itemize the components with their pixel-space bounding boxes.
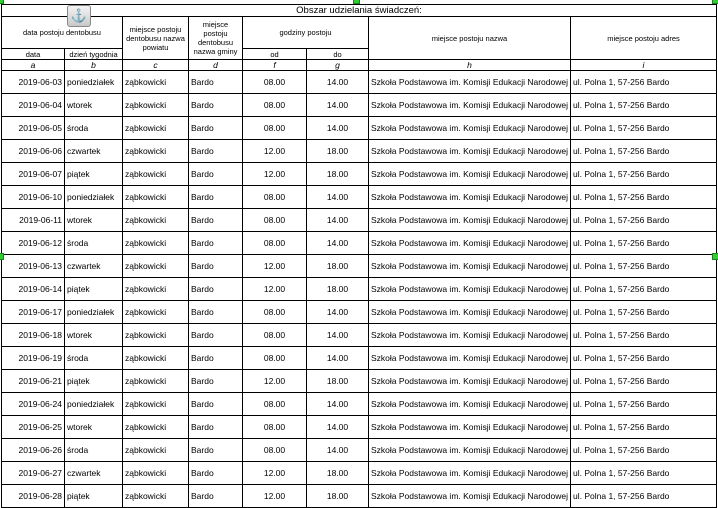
time-from-cell[interactable]: 08.00 xyxy=(243,71,307,94)
time-to-cell[interactable]: 18.00 xyxy=(307,255,369,278)
time-to-cell[interactable]: 14.00 xyxy=(307,416,369,439)
powiat-cell[interactable]: ząbkowicki xyxy=(123,416,189,439)
table-row xyxy=(2,347,717,370)
time-from-cell[interactable]: 12.00 xyxy=(243,462,307,485)
date-cell[interactable]: 2019-06-28 xyxy=(2,485,65,508)
header-data-postoju[interactable]: data postoju dentobusu xyxy=(2,17,123,49)
address-cell[interactable]: ul. Polna 1, 57-256 Bardo xyxy=(571,462,717,485)
date-cell[interactable]: 2019-06-14 xyxy=(2,278,65,301)
day-cell[interactable]: poniedziałek xyxy=(65,301,123,324)
gmina-cell[interactable]: Bardo xyxy=(189,232,243,255)
place-name-cell[interactable]: Szkoła Podstawowa im. Komisji Edukacji Narodowej xyxy=(369,278,571,301)
table-row xyxy=(2,163,717,186)
day-cell[interactable]: wtorek xyxy=(65,324,123,347)
powiat-cell[interactable]: ząbkowicki xyxy=(123,485,189,508)
address-cell[interactable]: ul. Polna 1, 57-256 Bardo xyxy=(571,232,717,255)
powiat-cell[interactable]: ząbkowicki xyxy=(123,370,189,393)
gmina-cell[interactable]: Bardo xyxy=(189,209,243,232)
table-row xyxy=(2,117,717,140)
day-cell[interactable]: wtorek xyxy=(65,209,123,232)
address-cell[interactable]: ul. Polna 1, 57-256 Bardo xyxy=(571,163,717,186)
time-to-cell[interactable]: 14.00 xyxy=(307,209,369,232)
day-cell[interactable]: wtorek xyxy=(65,94,123,117)
header-adres[interactable]: miejsce postoju adres xyxy=(571,17,717,60)
time-to-cell[interactable]: 14.00 xyxy=(307,117,369,140)
day-cell[interactable]: poniedziałek xyxy=(65,393,123,416)
header-data[interactable]: data xyxy=(2,49,65,60)
place-name-cell[interactable]: Szkoła Podstawowa im. Komisji Edukacji Narodowej xyxy=(369,186,571,209)
date-cell[interactable]: 2019-06-25 xyxy=(2,416,65,439)
gmina-cell[interactable]: Bardo xyxy=(189,140,243,163)
gmina-cell[interactable]: Bardo xyxy=(189,117,243,140)
address-cell[interactable]: ul. Polna 1, 57-256 Bardo xyxy=(571,416,717,439)
address-cell[interactable]: ul. Polna 1, 57-256 Bardo xyxy=(571,324,717,347)
gmina-cell[interactable]: Bardo xyxy=(189,485,243,508)
letter-cell[interactable]: a xyxy=(2,60,65,71)
date-cell[interactable]: 2019-06-21 xyxy=(2,370,65,393)
gmina-cell[interactable]: Bardo xyxy=(189,393,243,416)
time-from-cell[interactable]: 08.00 xyxy=(243,439,307,462)
powiat-cell[interactable]: ząbkowicki xyxy=(123,301,189,324)
day-cell[interactable]: piątek xyxy=(65,278,123,301)
time-from-cell[interactable]: 12.00 xyxy=(243,485,307,508)
header-row-1 xyxy=(2,17,717,49)
gmina-cell[interactable]: Bardo xyxy=(189,416,243,439)
place-name-cell[interactable]: Szkoła Podstawowa im. Komisji Edukacji Narodowej xyxy=(369,347,571,370)
header-gmina[interactable]: miejsce postoju dentobusu nazwa gminy xyxy=(189,17,243,60)
time-to-cell[interactable]: 14.00 xyxy=(307,324,369,347)
date-cell[interactable]: 2019-06-24 xyxy=(2,393,65,416)
powiat-cell[interactable]: ząbkowicki xyxy=(123,462,189,485)
table-row xyxy=(2,94,717,117)
place-name-cell[interactable]: Szkoła Podstawowa im. Komisji Edukacji Narodowej xyxy=(369,370,571,393)
place-name-cell[interactable]: Szkoła Podstawowa im. Komisji Edukacji Narodowej xyxy=(369,485,571,508)
address-cell[interactable]: ul. Polna 1, 57-256 Bardo xyxy=(571,71,717,94)
powiat-cell[interactable]: ząbkowicki xyxy=(123,209,189,232)
time-from-cell[interactable]: 12.00 xyxy=(243,278,307,301)
day-cell[interactable]: poniedziałek xyxy=(65,71,123,94)
table-row xyxy=(2,255,717,278)
time-to-cell[interactable]: 14.00 xyxy=(307,232,369,255)
gmina-cell[interactable]: Bardo xyxy=(189,255,243,278)
powiat-cell[interactable]: ząbkowicki xyxy=(123,278,189,301)
day-cell[interactable]: czwartek xyxy=(65,462,123,485)
powiat-cell[interactable]: ząbkowicki xyxy=(123,94,189,117)
address-cell[interactable]: ul. Polna 1, 57-256 Bardo xyxy=(571,209,717,232)
letter-cell[interactable]: c xyxy=(123,60,189,71)
letter-cell[interactable]: h xyxy=(369,60,571,71)
address-cell[interactable]: ul. Polna 1, 57-256 Bardo xyxy=(571,393,717,416)
date-cell[interactable]: 2019-06-07 xyxy=(2,163,65,186)
powiat-cell[interactable]: ząbkowicki xyxy=(123,255,189,278)
table-row xyxy=(2,232,717,255)
letter-row xyxy=(2,60,717,71)
time-to-cell[interactable]: 14.00 xyxy=(307,94,369,117)
header-powiat[interactable]: miejsce postoju dentobusu nazwa powiatu xyxy=(123,17,189,60)
time-to-cell[interactable]: 18.00 xyxy=(307,462,369,485)
gmina-cell[interactable]: Bardo xyxy=(189,71,243,94)
sheet-title[interactable]: Obszar udzielania świadczeń: xyxy=(2,5,717,17)
time-to-cell[interactable]: 14.00 xyxy=(307,301,369,324)
powiat-cell[interactable]: ząbkowicki xyxy=(123,232,189,255)
day-cell[interactable]: środa xyxy=(65,439,123,462)
time-from-cell[interactable]: 12.00 xyxy=(243,140,307,163)
header-od[interactable]: od xyxy=(243,49,307,60)
time-from-cell[interactable]: 12.00 xyxy=(243,163,307,186)
place-name-cell[interactable]: Szkoła Podstawowa im. Komisji Edukacji Narodowej xyxy=(369,462,571,485)
letter-cell[interactable]: g xyxy=(307,60,369,71)
header-do[interactable]: do xyxy=(307,49,369,60)
gmina-cell[interactable]: Bardo xyxy=(189,186,243,209)
time-to-cell[interactable]: 18.00 xyxy=(307,163,369,186)
date-cell[interactable]: 2019-06-13 xyxy=(2,255,65,278)
powiat-cell[interactable]: ząbkowicki xyxy=(123,439,189,462)
time-to-cell[interactable]: 18.00 xyxy=(307,370,369,393)
powiat-cell[interactable]: ząbkowicki xyxy=(123,140,189,163)
date-cell[interactable]: 2019-06-05 xyxy=(2,117,65,140)
powiat-cell[interactable]: ząbkowicki xyxy=(123,163,189,186)
gmina-cell[interactable]: Bardo xyxy=(189,347,243,370)
place-name-cell[interactable]: Szkoła Podstawowa im. Komisji Edukacji Narodowej xyxy=(369,232,571,255)
table-row xyxy=(2,485,717,508)
date-cell[interactable]: 2019-06-27 xyxy=(2,462,65,485)
powiat-cell[interactable]: ząbkowicki xyxy=(123,347,189,370)
header-dzien[interactable]: dzień tygodnia xyxy=(65,49,123,60)
place-name-cell[interactable]: Szkoła Podstawowa im. Komisji Edukacji Narodowej xyxy=(369,301,571,324)
time-from-cell[interactable]: 12.00 xyxy=(243,255,307,278)
table-row xyxy=(2,393,717,416)
time-to-cell[interactable]: 14.00 xyxy=(307,186,369,209)
selection-handle[interactable] xyxy=(712,0,718,4)
address-cell[interactable]: ul. Polna 1, 57-256 Bardo xyxy=(571,370,717,393)
address-cell[interactable]: ul. Polna 1, 57-256 Bardo xyxy=(571,301,717,324)
gmina-cell[interactable]: Bardo xyxy=(189,301,243,324)
time-from-cell[interactable]: 08.00 xyxy=(243,347,307,370)
date-cell[interactable]: 2019-06-04 xyxy=(2,94,65,117)
day-cell[interactable]: piątek xyxy=(65,370,123,393)
date-cell[interactable]: 2019-06-26 xyxy=(2,439,65,462)
place-name-cell[interactable]: Szkoła Podstawowa im. Komisji Edukacji Narodowej xyxy=(369,94,571,117)
time-to-cell[interactable]: 14.00 xyxy=(307,439,369,462)
table-row xyxy=(2,278,717,301)
gmina-cell[interactable]: Bardo xyxy=(189,324,243,347)
address-cell[interactable]: ul. Polna 1, 57-256 Bardo xyxy=(571,186,717,209)
address-cell[interactable]: ul. Polna 1, 57-256 Bardo xyxy=(571,140,717,163)
table-row xyxy=(2,324,717,347)
place-name-cell[interactable]: Szkoła Podstawowa im. Komisji Edukacji Narodowej xyxy=(369,71,571,94)
day-cell[interactable]: piątek xyxy=(65,485,123,508)
day-cell[interactable]: czwartek xyxy=(65,140,123,163)
date-cell[interactable]: 2019-06-10 xyxy=(2,186,65,209)
place-name-cell[interactable]: Szkoła Podstawowa im. Komisji Edukacji Narodowej xyxy=(369,209,571,232)
day-cell[interactable]: środa xyxy=(65,117,123,140)
table-row xyxy=(2,462,717,485)
powiat-cell[interactable]: ząbkowicki xyxy=(123,117,189,140)
time-from-cell[interactable]: 08.00 xyxy=(243,209,307,232)
place-name-cell[interactable]: Szkoła Podstawowa im. Komisji Edukacji Narodowej xyxy=(369,255,571,278)
place-name-cell[interactable]: Szkoła Podstawowa im. Komisji Edukacji Narodowej xyxy=(369,439,571,462)
day-cell[interactable]: poniedziałek xyxy=(65,186,123,209)
date-cell[interactable]: 2019-06-06 xyxy=(2,140,65,163)
time-from-cell[interactable]: 08.00 xyxy=(243,324,307,347)
time-to-cell[interactable]: 14.00 xyxy=(307,347,369,370)
time-from-cell[interactable]: 08.00 xyxy=(243,232,307,255)
table-row xyxy=(2,140,717,163)
time-to-cell[interactable]: 18.00 xyxy=(307,278,369,301)
place-name-cell[interactable]: Szkoła Podstawowa im. Komisji Edukacji Narodowej xyxy=(369,140,571,163)
letter-cell[interactable]: i xyxy=(571,60,717,71)
letter-cell[interactable]: d xyxy=(189,60,243,71)
powiat-cell[interactable]: ząbkowicki xyxy=(123,324,189,347)
date-cell[interactable]: 2019-06-17 xyxy=(2,301,65,324)
address-cell[interactable]: ul. Polna 1, 57-256 Bardo xyxy=(571,255,717,278)
day-cell[interactable]: wtorek xyxy=(65,416,123,439)
day-cell[interactable]: środa xyxy=(65,232,123,255)
address-cell[interactable]: ul. Polna 1, 57-256 Bardo xyxy=(571,94,717,117)
table-row xyxy=(2,416,717,439)
place-name-cell[interactable]: Szkoła Podstawowa im. Komisji Edukacji Narodowej xyxy=(369,416,571,439)
header-nazwa[interactable]: miejsce postoju nazwa xyxy=(369,17,571,60)
time-from-cell[interactable]: 08.00 xyxy=(243,186,307,209)
powiat-cell[interactable]: ząbkowicki xyxy=(123,393,189,416)
selection-handle[interactable] xyxy=(353,0,360,4)
time-to-cell[interactable]: 18.00 xyxy=(307,140,369,163)
address-cell[interactable]: ul. Polna 1, 57-256 Bardo xyxy=(571,347,717,370)
time-from-cell[interactable]: 08.00 xyxy=(243,117,307,140)
selection-handle[interactable] xyxy=(0,253,4,260)
time-from-cell[interactable]: 08.00 xyxy=(243,94,307,117)
day-cell[interactable]: środa xyxy=(65,347,123,370)
day-cell[interactable]: czwartek xyxy=(65,255,123,278)
place-name-cell[interactable]: Szkoła Podstawowa im. Komisji Edukacji Narodowej xyxy=(369,393,571,416)
header-godziny[interactable]: godziny postoju xyxy=(243,17,369,49)
time-from-cell[interactable]: 08.00 xyxy=(243,301,307,324)
address-cell[interactable]: ul. Polna 1, 57-256 Bardo xyxy=(571,485,717,508)
time-from-cell[interactable]: 12.00 xyxy=(243,370,307,393)
table-row xyxy=(2,370,717,393)
gmina-cell[interactable]: Bardo xyxy=(189,278,243,301)
time-from-cell[interactable]: 08.00 xyxy=(243,416,307,439)
address-cell[interactable]: ul. Polna 1, 57-256 Bardo xyxy=(571,117,717,140)
gmina-cell[interactable]: Bardo xyxy=(189,462,243,485)
schedule-table xyxy=(1,4,717,508)
letter-cell[interactable]: f xyxy=(243,60,307,71)
place-name-cell[interactable]: Szkoła Podstawowa im. Komisji Edukacji Narodowej xyxy=(369,117,571,140)
date-cell[interactable]: 2019-06-12 xyxy=(2,232,65,255)
table-row xyxy=(2,209,717,232)
selection-handle[interactable] xyxy=(712,253,718,260)
date-cell[interactable]: 2019-06-18 xyxy=(2,324,65,347)
time-to-cell[interactable]: 14.00 xyxy=(307,71,369,94)
address-cell[interactable]: ul. Polna 1, 57-256 Bardo xyxy=(571,278,717,301)
day-cell[interactable]: piątek xyxy=(65,163,123,186)
gmina-cell[interactable]: Bardo xyxy=(189,163,243,186)
place-name-cell[interactable]: Szkoła Podstawowa im. Komisji Edukacji Narodowej xyxy=(369,324,571,347)
letter-cell[interactable]: b xyxy=(65,60,123,71)
time-from-cell[interactable]: 08.00 xyxy=(243,393,307,416)
anchor-icon[interactable]: ⚓ xyxy=(67,5,91,27)
powiat-cell[interactable]: ząbkowicki xyxy=(123,186,189,209)
place-name-cell[interactable]: Szkoła Podstawowa im. Komisji Edukacji Narodowej xyxy=(369,163,571,186)
time-to-cell[interactable]: 14.00 xyxy=(307,393,369,416)
date-cell[interactable]: 2019-06-19 xyxy=(2,347,65,370)
table-row xyxy=(2,301,717,324)
powiat-cell[interactable]: ząbkowicki xyxy=(123,71,189,94)
title-row xyxy=(2,5,717,17)
gmina-cell[interactable]: Bardo xyxy=(189,370,243,393)
date-cell[interactable]: 2019-06-11 xyxy=(2,209,65,232)
gmina-cell[interactable]: Bardo xyxy=(189,94,243,117)
selection-handle[interactable] xyxy=(0,0,4,4)
table-row xyxy=(2,71,717,94)
table-row xyxy=(2,186,717,209)
date-cell[interactable]: 2019-06-03 xyxy=(2,71,65,94)
gmina-cell[interactable]: Bardo xyxy=(189,439,243,462)
table-row xyxy=(2,439,717,462)
address-cell[interactable]: ul. Polna 1, 57-256 Bardo xyxy=(571,439,717,462)
time-to-cell[interactable]: 18.00 xyxy=(307,485,369,508)
